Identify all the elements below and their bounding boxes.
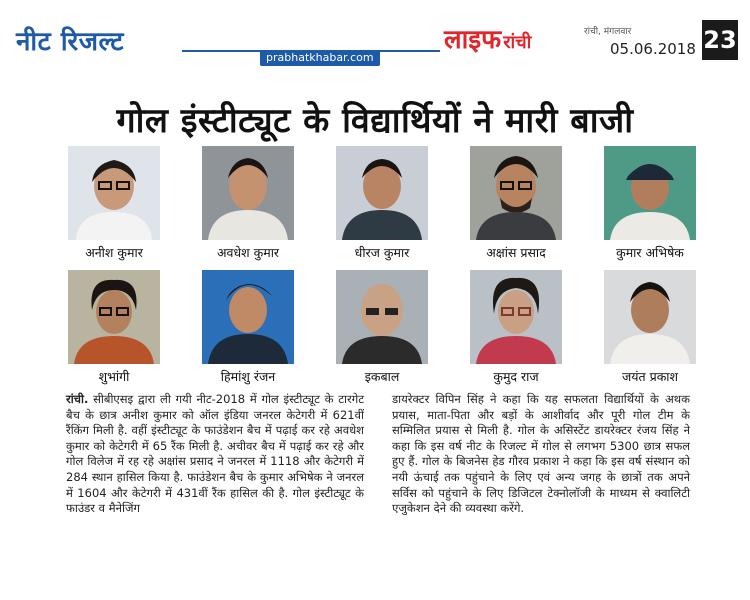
student-card (604, 270, 696, 385)
student-photo (470, 146, 562, 240)
page-header (12, 20, 738, 64)
student-name: धीरज कुमार (354, 245, 410, 260)
student-photo (202, 146, 294, 240)
student-name: कुमार अभिषेक (616, 245, 684, 260)
page-number: 23 (702, 20, 738, 60)
student-photo (336, 146, 428, 240)
student-photo (68, 146, 160, 240)
student-photo (470, 270, 562, 364)
supplement-city: रांची (503, 32, 532, 53)
student-card (68, 270, 160, 385)
student-name: अनीश कुमार (85, 245, 143, 260)
student-photo (604, 270, 696, 364)
student-name: हिमांशु रंजन (220, 369, 276, 384)
article-column-left (66, 392, 364, 517)
student-name: अवधेश कुमार (216, 245, 280, 260)
article-text-right: डायरेक्टर विपिन सिंह ने कहा कि यह सफलता विद्यार्थियों के अथक प्रयास, माता-पिता और बड़ों के आशीर्वाद और पूरी गोल टीम के सम्मिलित प्रयास से मिली है. गोल के असिस्टेंट डायरेक्टर रंजय सिंह ने कहा कि इस वर्ष नीट के रिजल्ट में गोल से लगभग 5300 छात्र सफल हुए हैं. गोल के बिजनेस हेड गौरव प्रकाश ने कहा कि इस वर्ष संस्थान को नयी ऊंचाई तक पहुंचाने के लिए एवं अन्य जगह के छात्रों तक अपने सर्विस को पहुंचाने के लिए डिजिटल टेक्नोलॉजी के माध्यम से क्वालिटी एजुकेशन देने की व्यवस्था करेंगे. (392, 392, 690, 516)
dateline: रांची. (66, 392, 89, 406)
student-card (336, 146, 428, 261)
student-photo-grid (68, 146, 694, 386)
headline: गोल इंस्टीट्यूट के विद्यार्थियों ने मारी बाजी (116, 101, 634, 141)
student-name: कुमुद राज (493, 369, 539, 384)
student-card (202, 270, 294, 385)
student-card (202, 146, 294, 261)
article-text-left: सीबीएसइ द्वारा ली गयी नीट-2018 में गोल इंस्टीट्यूट के टारगेट बैच के छात्र अनीश कुमार को ऑल इंडिया जनरल केटेगरी में 621वीं रैंकिंग मिली है. वहीं इंस्टीट्यूट के फाउंडेशन बैच में पढ़ाई कर रहे अवधेश कुमार को केटेगरी में 65 रैंक मिली है. अचीवर बैच में पढ़ाई कर रहे और गोल विलेज में रह रहे अक्षांस प्रसाद ने जनरल में 1118 और केटेगरी में 284 स्थान हासिल किया है. फाउंडेशन बैच के कुमार अभिषेक ने जनरल में 1604 और केटेगरी में 431वीं रैंक हासिल की है. गोल इंस्टीट्यूट के फाउंडर व मैनेजिंग (66, 392, 364, 516)
supplement-name: लाइफ (444, 25, 502, 55)
place-day: रांची, मंगलवार (584, 27, 632, 37)
student-photo (336, 270, 428, 364)
article-column-right (392, 392, 690, 517)
student-card (470, 146, 562, 261)
student-name: शुभांगी (98, 369, 130, 384)
student-photo (68, 270, 160, 364)
student-card (336, 270, 428, 385)
student-photo (202, 270, 294, 364)
student-card (68, 146, 160, 261)
student-card (604, 146, 696, 261)
supplement-title (444, 20, 531, 56)
student-card (470, 270, 562, 385)
student-name: इकबाल (364, 369, 400, 384)
student-photo (604, 146, 696, 240)
issue-date: 05.06.2018 (610, 40, 696, 58)
section-title: नीट रिजल्ट (16, 27, 124, 57)
student-name: जयंत प्रकाश (621, 369, 679, 384)
website-label: prabhatkhabar.com (260, 50, 380, 66)
student-name: अक्षांस प्रसाद (486, 245, 546, 260)
